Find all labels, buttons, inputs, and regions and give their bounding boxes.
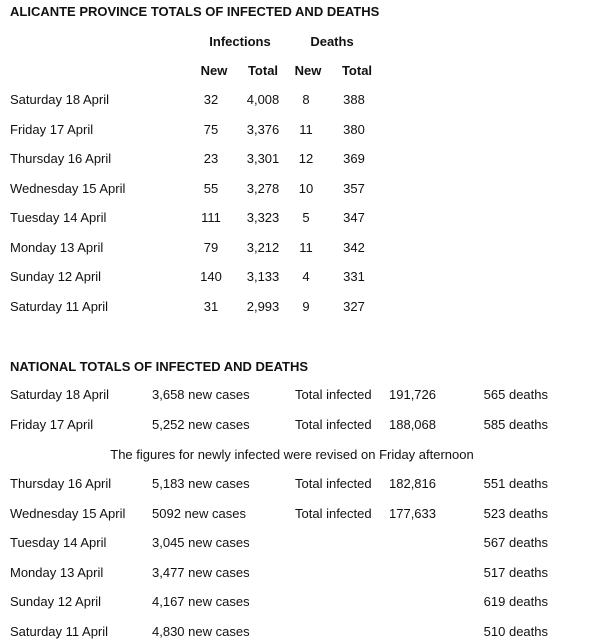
row-date: Thursday 16 April	[10, 476, 112, 491]
row-deaths-new: 11	[299, 121, 313, 137]
row-deaths: 567 deaths	[483, 535, 548, 550]
national-section-title: NATIONAL TOTALS OF INFECTED AND DEATHS	[10, 359, 309, 374]
deaths-group-header: Deaths	[310, 34, 354, 49]
row-date: Sunday 12 April	[10, 594, 102, 609]
row-deaths: 510 deaths	[483, 624, 548, 639]
row-deaths-total: 331	[343, 269, 365, 284]
row-date: Monday 13 April	[10, 239, 104, 255]
row-date: Friday 17 April	[10, 417, 94, 432]
row-deaths-new: 5	[302, 210, 310, 225]
row-deaths: 523 deaths	[483, 506, 548, 521]
row-new-cases: 5,252 new cases	[152, 417, 250, 432]
row-new-cases: 5,183 new cases	[152, 476, 250, 491]
row-total-infected: 177,633	[389, 506, 436, 521]
row-infections-new: 111	[201, 210, 221, 225]
row-total-infected: 191,726	[389, 387, 436, 402]
row-deaths: 565 deaths	[483, 387, 548, 402]
row-deaths-total: 357	[343, 180, 365, 196]
row-new-cases: 4,830 new cases	[152, 624, 250, 639]
row-infections-new: 79	[203, 239, 219, 255]
row-total-label: Total infected	[295, 476, 372, 491]
row-infections-total: 3,376	[246, 121, 280, 137]
row-deaths-new: 12	[298, 151, 314, 166]
row-total-infected: 188,068	[389, 417, 436, 432]
row-infections-new: 55	[203, 180, 219, 196]
row-infections-new: 32	[203, 92, 219, 107]
revision-note: The figures for newly infected were revised on Friday afternoon	[110, 447, 474, 462]
infections-new-header: New	[200, 63, 228, 78]
row-total-label: Total infected	[295, 387, 372, 402]
row-new-cases: 3,477 new cases	[152, 565, 250, 580]
row-deaths-new: 9	[302, 298, 310, 314]
row-deaths-total: 327	[343, 298, 365, 314]
row-date: Monday 13 April	[10, 565, 104, 580]
row-date: Friday 17 April	[10, 121, 94, 137]
infections-group-header: Infections	[209, 34, 271, 49]
deaths-new-header: New	[294, 63, 322, 78]
row-infections-new: 75	[203, 121, 219, 137]
row-date: Wednesday 15 April	[10, 180, 126, 196]
row-date: Saturday 11 April	[10, 298, 109, 314]
row-deaths-new: 10	[298, 180, 314, 196]
row-date: Saturday 11 April	[10, 624, 109, 639]
row-deaths-total: 380	[343, 121, 365, 137]
row-total-infected: 182,816	[389, 476, 436, 491]
row-date: Tuesday 14 April	[10, 535, 107, 550]
row-new-cases: 5092 new cases	[152, 506, 246, 521]
row-deaths: 585 deaths	[483, 417, 548, 432]
row-deaths-total: 369	[343, 151, 365, 166]
row-date: Thursday 16 April	[10, 151, 112, 166]
row-infections-total: 3,278	[246, 180, 280, 196]
row-deaths: 619 deaths	[483, 594, 548, 609]
row-new-cases: 3,658 new cases	[152, 387, 250, 402]
row-total-label: Total infected	[295, 417, 372, 432]
row-infections-total: 4,008	[246, 92, 280, 107]
row-infections-total: 2,993	[246, 298, 280, 314]
row-deaths: 517 deaths	[483, 565, 548, 580]
row-deaths-total: 342	[343, 239, 365, 255]
row-date: Sunday 12 April	[10, 269, 102, 284]
row-new-cases: 4,167 new cases	[152, 594, 250, 609]
row-deaths-total: 347	[343, 210, 365, 225]
infections-total-header: Total	[247, 63, 279, 78]
row-new-cases: 3,045 new cases	[152, 535, 250, 550]
row-deaths-new: 8	[302, 92, 310, 107]
row-total-label: Total infected	[295, 506, 372, 521]
row-infections-total: 3,301	[246, 151, 280, 166]
row-deaths-new: 11	[299, 239, 313, 255]
row-infections-new: 23	[203, 151, 219, 166]
row-date: Saturday 18 April	[10, 92, 110, 107]
row-date: Saturday 18 April	[10, 387, 110, 402]
row-deaths: 551 deaths	[483, 476, 548, 491]
row-deaths-new: 4	[302, 269, 310, 284]
row-infections-total: 3,212	[246, 239, 280, 255]
province-section-title: ALICANTE PROVINCE TOTALS OF INFECTED AND DEATHS	[10, 4, 380, 19]
row-date: Wednesday 15 April	[10, 506, 126, 521]
row-deaths-total: 388	[343, 92, 365, 107]
row-infections-new: 140	[200, 269, 222, 284]
row-date: Tuesday 14 April	[10, 210, 107, 225]
row-infections-new: 31	[203, 298, 219, 314]
row-infections-total: 3,323	[246, 210, 280, 225]
deaths-total-header: Total	[341, 63, 373, 78]
row-infections-total: 3,133	[246, 269, 280, 284]
